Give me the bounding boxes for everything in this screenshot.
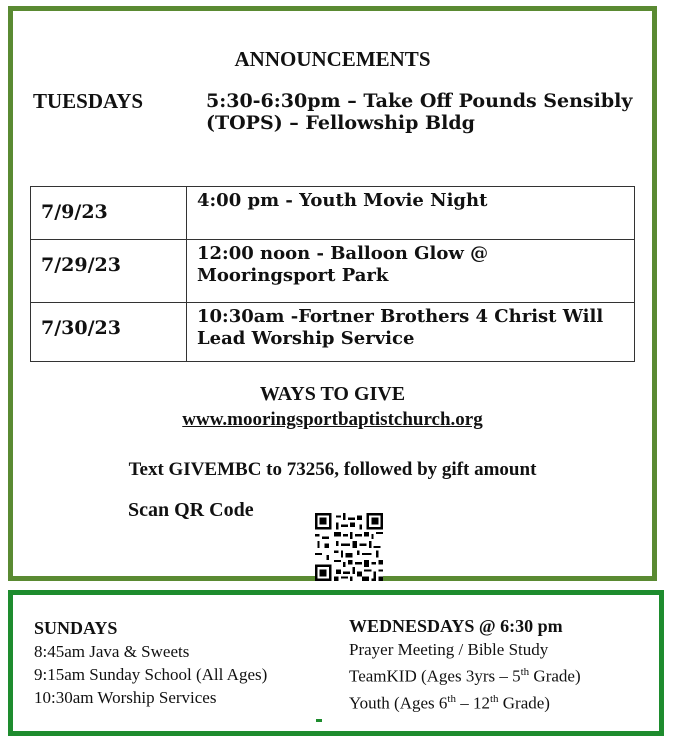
sunday-item: 10:30am Worship Services [34,688,217,707]
ways-to-give-heading: WAYS TO GIVE [259,383,406,405]
qr-label: Scan QR Code [128,499,254,521]
qr-code-icon[interactable] [315,513,383,581]
event-text: 4:00 pm - Youth Movie Night [187,187,635,240]
weekly-schedule-panel [8,590,664,736]
announcements-panel [8,6,657,581]
events-table [30,186,635,362]
decorative-mark [316,719,322,722]
wednesday-item: Prayer Meeting / Bible Study [349,640,549,659]
wednesday-item: TeamKID (Ages 3yrs – 5th Grade) [349,666,581,686]
tuesday-text: 5:30-6:30pm – Take Off Pounds Sensibly (TOPS) – Fellowship Bldg [206,90,633,134]
event-text: 12:00 noon - Balloon Glow @ Mooringsport Park [187,240,635,303]
table-row [31,240,635,303]
church-website-link[interactable]: www.mooringsportbaptistchurch.org [182,409,483,430]
sundays-title: SUNDAYS [34,618,118,638]
table-row [31,187,635,240]
wednesday-item: Youth (Ages 6th – 12th Grade) [349,692,550,713]
event-date: 7/9/23 [31,187,187,240]
tuesday-label: TUESDAYS [33,89,144,113]
text-to-give-instruction: Text GIVEMBC to 73256, followed by gift amount [128,459,537,480]
event-text: 10:30am -Fortner Brothers 4 Christ Will Lead Worship Service [187,303,635,362]
sunday-item: 8:45am Java & Sweets [34,642,190,661]
wednesdays-title: WEDNESDAYS @ 6:30 pm [349,616,563,636]
event-date: 7/29/23 [31,240,187,303]
sunday-item: 9:15am Sunday School (All Ages) [34,665,268,684]
sundays-column [34,617,267,709]
announcements-heading: ANNOUNCEMENTS [234,47,431,71]
table-row [31,303,635,362]
wednesdays-column [349,615,581,714]
event-date: 7/30/23 [31,303,187,362]
